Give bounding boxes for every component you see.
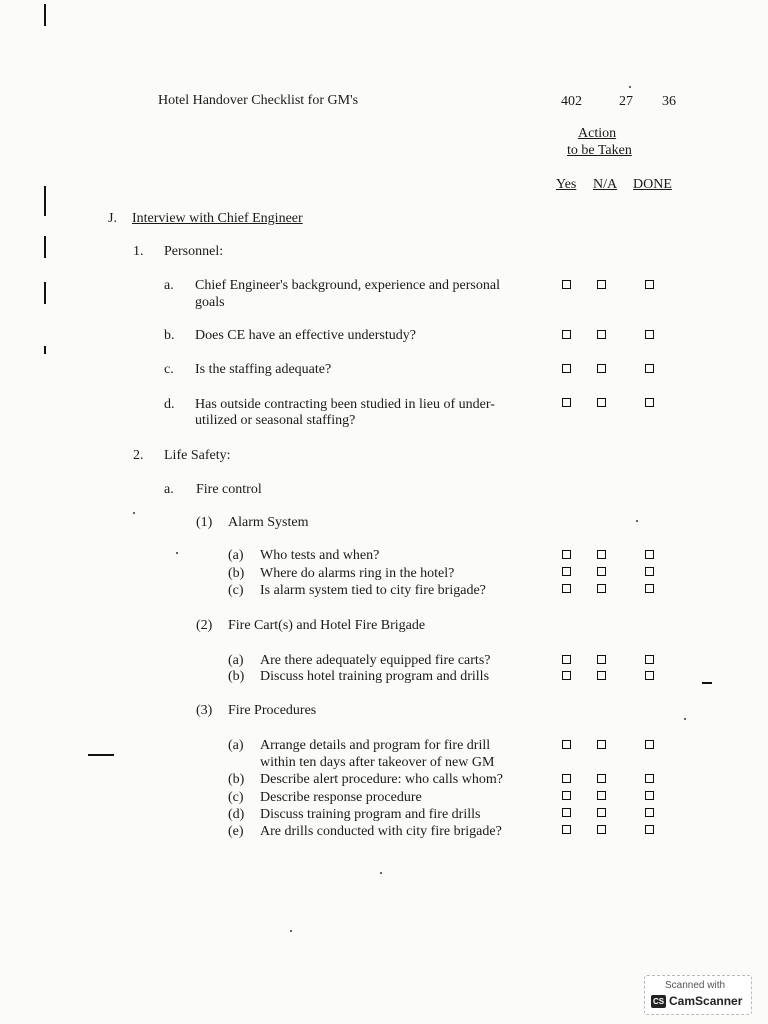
checkbox-na[interactable] — [597, 280, 606, 289]
checkbox-done[interactable] — [645, 398, 654, 407]
sub-letter: (a) — [228, 548, 244, 563]
item-text: utilized or seasonal staffing? — [195, 413, 356, 428]
sub-letter: (a) — [228, 653, 244, 668]
sub-text: Arrange details and program for fire drill — [260, 738, 491, 753]
sub-number: (3) — [196, 703, 213, 718]
sub-text: Are drills conducted with city fire brigade? — [260, 824, 502, 839]
checkbox-yes[interactable] — [562, 655, 571, 664]
sub-text: Discuss training program and fire drills — [260, 807, 481, 822]
action-heading: Action — [578, 126, 617, 141]
action-heading: to be Taken — [567, 143, 632, 158]
binding-mark — [44, 346, 46, 354]
checkbox-na[interactable] — [597, 550, 606, 559]
column-na: N/A — [593, 177, 618, 192]
speck — [290, 930, 292, 932]
sub-text: Who tests and when? — [260, 548, 380, 563]
item-letter: a. — [164, 278, 174, 293]
checkbox-na[interactable] — [597, 808, 606, 817]
item-letter: b. — [164, 328, 175, 343]
sub-letter: (d) — [228, 807, 245, 822]
checkbox-done[interactable] — [645, 791, 654, 800]
item-text: Is the staffing adequate? — [195, 362, 332, 377]
sub-letter: (a) — [228, 738, 244, 753]
checkbox-done[interactable] — [645, 655, 654, 664]
checkbox-yes[interactable] — [562, 280, 571, 289]
scanner-caption: Scanned with — [665, 980, 726, 991]
sub-text: Is alarm system tied to city fire brigade? — [260, 583, 486, 598]
checkbox-yes[interactable] — [562, 330, 571, 339]
sub-text: Describe alert procedure: who calls whom? — [260, 772, 503, 787]
checkbox-done[interactable] — [645, 364, 654, 373]
checkbox-yes[interactable] — [562, 825, 571, 834]
speck — [133, 512, 135, 514]
sub-heading: Fire Procedures — [228, 703, 317, 718]
item-number: 1. — [133, 244, 144, 259]
column-done: DONE — [633, 177, 672, 192]
checkbox-done[interactable] — [645, 808, 654, 817]
checkbox-yes[interactable] — [562, 364, 571, 373]
checkbox-done[interactable] — [645, 280, 654, 289]
column-yes: Yes — [556, 177, 577, 192]
item-text: Does CE have an effective understudy? — [195, 328, 416, 343]
sub-letter: (b) — [228, 566, 245, 581]
sub-number: (2) — [196, 618, 213, 633]
speck — [684, 718, 686, 720]
checkbox-done[interactable] — [645, 774, 654, 783]
speck — [176, 552, 178, 554]
sub-text: Where do alarms ring in the hotel? — [260, 566, 455, 581]
checkbox-na[interactable] — [597, 774, 606, 783]
binding-mark — [44, 236, 46, 258]
checkbox-yes[interactable] — [562, 398, 571, 407]
checkbox-yes[interactable] — [562, 774, 571, 783]
item-text: Has outside contracting been studied in lieu of under- — [195, 397, 495, 412]
checkbox-yes[interactable] — [562, 671, 571, 680]
item-heading: Life Safety: — [164, 448, 231, 463]
sub-text: Describe response procedure — [260, 790, 422, 805]
speck — [629, 86, 631, 88]
sub-heading: Fire Cart(s) and Hotel Fire Brigade — [228, 618, 426, 633]
camscanner-logo-icon: CS — [652, 997, 665, 1006]
sub-letter: (b) — [228, 772, 245, 787]
checkbox-na[interactable] — [597, 330, 606, 339]
sub-letter: (b) — [228, 669, 245, 684]
binding-mark — [702, 682, 712, 684]
item-letter: a. — [164, 482, 174, 497]
binding-mark — [44, 4, 46, 26]
checkbox-na[interactable] — [597, 671, 606, 680]
item-heading: Personnel: — [164, 244, 224, 259]
checkbox-yes[interactable] — [562, 567, 571, 576]
sub-text: Are there adequately equipped fire carts? — [260, 653, 491, 668]
section-letter: J. — [108, 211, 117, 226]
binding-mark — [88, 754, 114, 756]
checkbox-na[interactable] — [597, 791, 606, 800]
checkbox-na[interactable] — [597, 655, 606, 664]
checkbox-done[interactable] — [645, 550, 654, 559]
checkbox-done[interactable] — [645, 671, 654, 680]
checkbox-yes[interactable] — [562, 808, 571, 817]
sub-text: Discuss hotel training program and drills — [260, 669, 490, 684]
checkbox-na[interactable] — [597, 740, 606, 749]
item-text: Chief Engineer's background, experience and personal — [195, 278, 500, 293]
binding-mark — [44, 186, 46, 216]
item-letter: d. — [164, 397, 175, 412]
item-text: goals — [195, 295, 225, 310]
checkbox-done[interactable] — [645, 567, 654, 576]
checkbox-yes[interactable] — [562, 584, 571, 593]
item-letter: c. — [164, 362, 174, 377]
checkbox-done[interactable] — [645, 825, 654, 834]
checkbox-yes[interactable] — [562, 791, 571, 800]
section-title: Interview with Chief Engineer — [132, 211, 303, 226]
sub-number: (1) — [196, 515, 213, 530]
sub-letter: (c) — [228, 790, 244, 805]
sub-heading: Alarm System — [228, 515, 309, 530]
sub-letter: (e) — [228, 824, 244, 839]
checkbox-na[interactable] — [597, 584, 606, 593]
binding-mark — [44, 282, 46, 304]
item-number: 2. — [133, 448, 144, 463]
checkbox-na[interactable] — [597, 567, 606, 576]
document-title: Hotel Handover Checklist for GM's — [158, 93, 359, 108]
sub-text: within ten days after takeover of new GM — [260, 755, 495, 770]
speck — [636, 520, 638, 522]
checkbox-done[interactable] — [645, 330, 654, 339]
page-number: 36 — [662, 94, 676, 109]
checkbox-na[interactable] — [597, 825, 606, 834]
checkbox-na[interactable] — [597, 398, 606, 407]
page-number: 402 — [561, 94, 582, 109]
sub-letter: (c) — [228, 583, 244, 598]
page-number: 27 — [619, 94, 633, 109]
checkbox-done[interactable] — [645, 584, 654, 593]
scanner-brand: CamScanner — [669, 994, 743, 1008]
scanner-watermark — [644, 975, 752, 1015]
speck — [380, 872, 382, 874]
item-heading: Fire control — [196, 482, 262, 497]
checkbox-yes[interactable] — [562, 740, 571, 749]
checkbox-yes[interactable] — [562, 550, 571, 559]
checkbox-na[interactable] — [597, 364, 606, 373]
checkbox-done[interactable] — [645, 740, 654, 749]
